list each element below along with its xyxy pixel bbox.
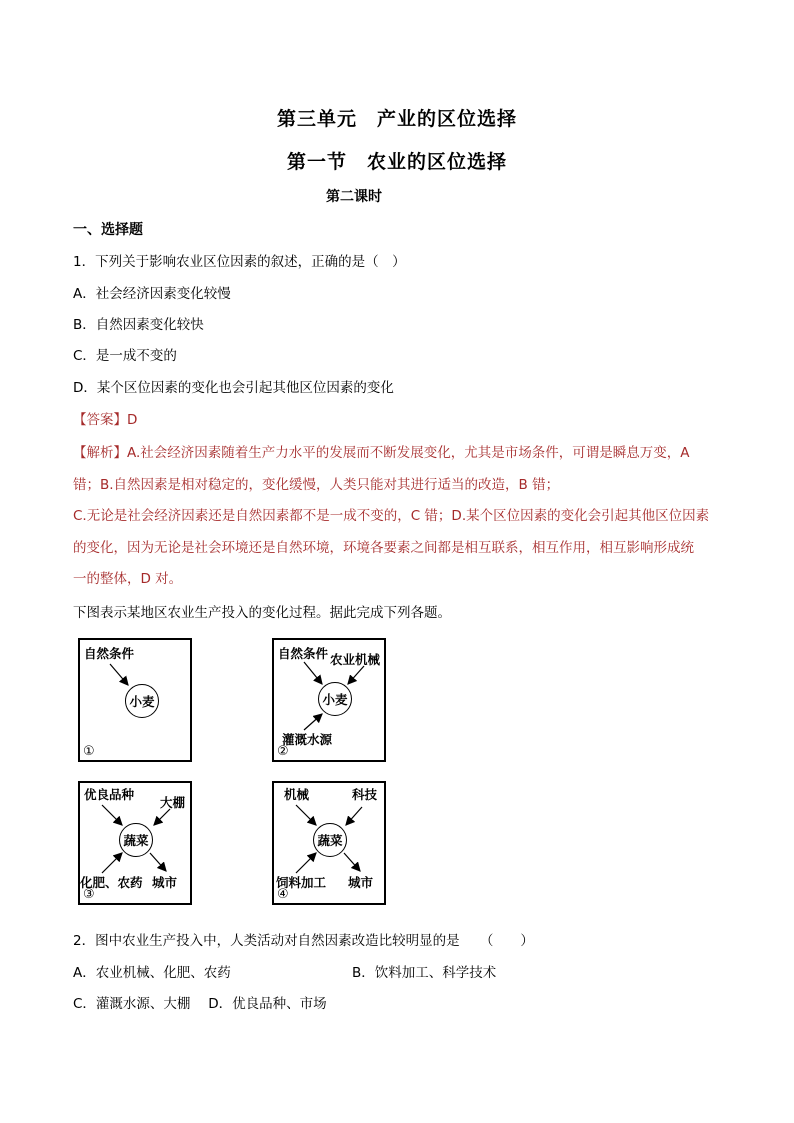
label-natural-conditions: 自然条件 <box>278 646 329 661</box>
q2-option-cd: C．灌溉水源、大棚 D．优良品种、市场 <box>73 996 327 1012</box>
center-vegetables: 蔬菜 <box>313 823 347 857</box>
label-agri-machinery: 农业机械 <box>330 652 381 667</box>
q1-option-b: B．自然因素变化较快 <box>73 317 204 333</box>
lesson-title: 第二课时 <box>326 189 382 205</box>
figure-panel-3 <box>78 781 192 905</box>
q1-analysis-line-5: 一的整体，D 对。 <box>73 571 183 587</box>
q1-option-c: C．是一成不变的 <box>73 348 177 364</box>
panel-number: ③ <box>83 887 95 902</box>
q1-analysis-line-4: 的变化，因为无论是社会环境还是自然环境，环境各要素之间都是相互联系，相互作用，相互影响形成统 <box>73 540 694 556</box>
label-city: 城市 <box>152 875 178 890</box>
label-natural-conditions: 自然条件 <box>84 646 135 661</box>
q1-answer <box>73 408 137 428</box>
label-fertilizer-pesticide: 化肥、农药 <box>80 875 143 890</box>
section-title: 第一节 农业的区位选择 <box>286 151 507 173</box>
q1-option-d: D．某个区位因素的变化也会引起其他区位因素的变化 <box>73 380 394 396</box>
figure-intro: 下图表示某地区农业生产投入的变化过程。据此完成下列各题。 <box>73 605 451 621</box>
panel-number: ② <box>277 744 289 759</box>
q2-stem: 2．图中农业生产投入中，人类活动对自然因素改造比较明显的是 （ ） <box>73 933 534 949</box>
answer-label: 【答案】 <box>73 412 127 428</box>
center-vegetables: 蔬菜 <box>119 823 153 857</box>
label-machinery: 机械 <box>284 787 310 802</box>
q1-option-a: A．社会经济因素变化较慢 <box>73 286 231 302</box>
center-wheat: 小麦 <box>318 682 352 716</box>
q1-analysis-line-2: 错；B.自然因素是相对稳定的，变化缓慢，人类只能对其进行适当的改造，B 错； <box>73 477 560 493</box>
q1-stem: 1．下列关于影响农业区位因素的叙述，正确的是（ ） <box>73 254 406 270</box>
label-fine-breeds: 优良品种 <box>84 787 135 802</box>
panel-number: ④ <box>277 887 289 902</box>
label-technology: 科技 <box>352 787 378 802</box>
q2-option-a: A．农业机械、化肥、农药 <box>73 965 231 981</box>
panel-number: ① <box>83 744 95 759</box>
label-feed-processing: 饲料加工 <box>276 875 327 890</box>
figure-panel-4 <box>272 781 386 905</box>
answer-value: D <box>127 412 138 428</box>
label-irrigation: 灌溉水源 <box>282 732 333 747</box>
label-city: 城市 <box>348 875 374 890</box>
section-heading: 一、选择题 <box>73 222 143 238</box>
label-greenhouse: 大棚 <box>160 795 186 810</box>
figure-panel-2 <box>272 638 386 762</box>
figure-panel-1 <box>78 638 192 762</box>
analysis-text: A.社会经济因素随着生产力水平的发展而不断发展变化，尤其是市场条件，可谓是瞬息万变，A <box>127 445 690 461</box>
analysis-label: 【解析】 <box>73 445 127 461</box>
unit-title: 第三单元 产业的区位选择 <box>276 108 517 130</box>
q1-analysis-line-3: C.无论是社会经济因素还是自然因素都不是一成不变的，C 错；D.某个区位因素的变化会引起其他区位因素 <box>73 508 710 524</box>
center-wheat: 小麦 <box>125 684 159 718</box>
q1-analysis-line-1 <box>73 441 690 461</box>
q2-option-b: B．饮料加工、科学技术 <box>352 965 497 981</box>
